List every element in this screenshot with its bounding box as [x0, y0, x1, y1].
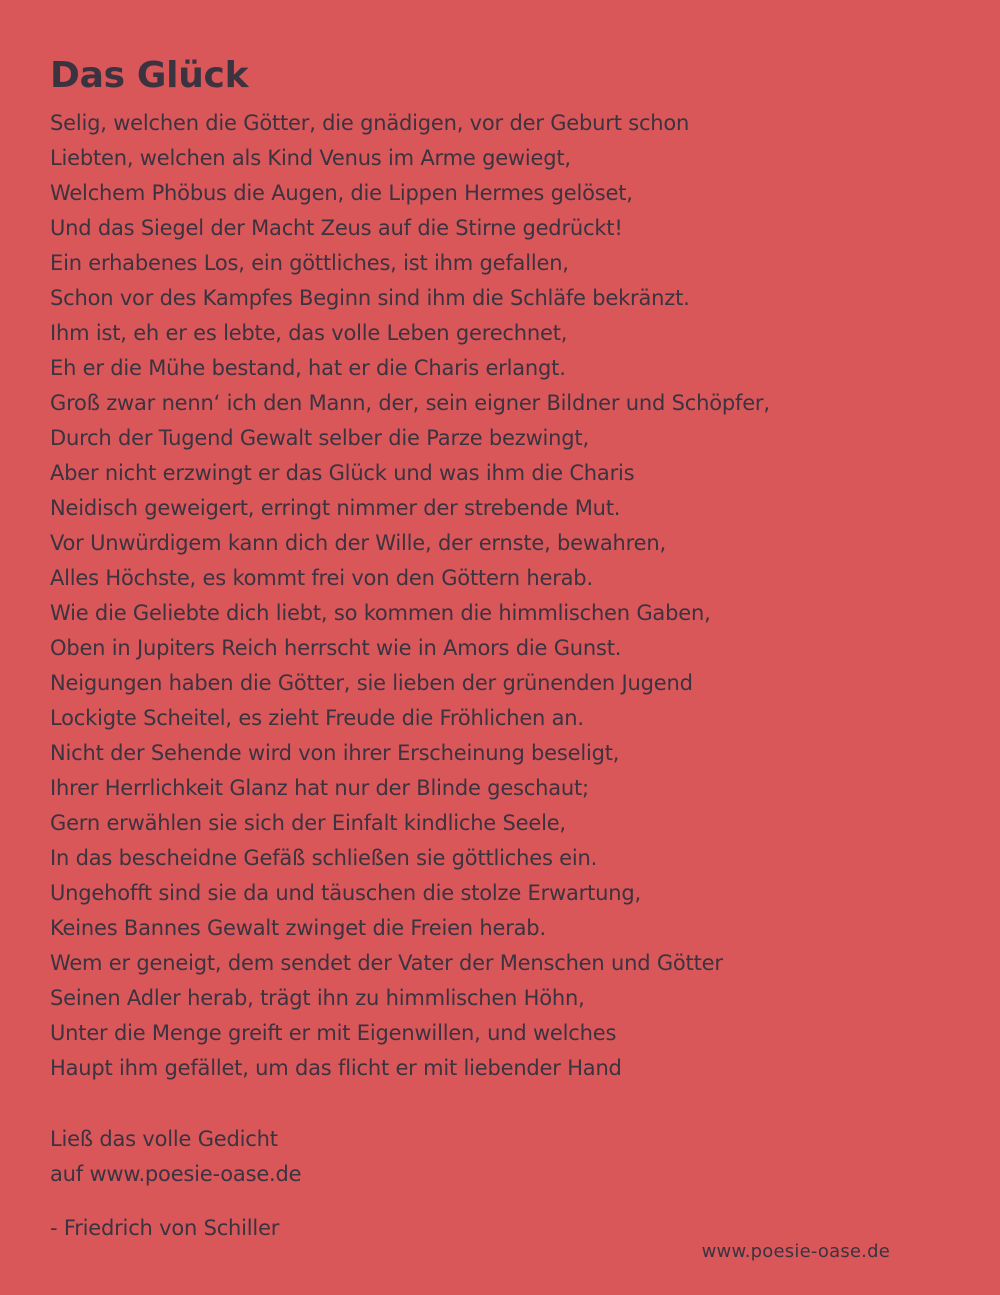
poem-page	[50, 52, 950, 1246]
poem-line: Haupt ihm gefället, um das flicht er mit liebender Hand	[50, 1056, 622, 1080]
poem-line: Lockigte Scheitel, es zieht Freude die Fröhlichen an.	[50, 706, 584, 730]
poem-line: Ungehofft sind sie da und täuschen die stolze Erwartung,	[50, 881, 641, 905]
poem-line: Unter die Menge greift er mit Eigenwillen, und welches	[50, 1021, 617, 1045]
poem-line: Ihm ist, eh er es lebte, das volle Leben gerechnet,	[50, 321, 568, 345]
poem-line: Wem er geneigt, dem sendet der Vater der Menschen und Götter	[50, 951, 723, 975]
poem-line: Alles Höchste, es kommt frei von den Göttern herab.	[50, 566, 593, 590]
poem-line: Und das Siegel der Macht Zeus auf die Stirne gedrückt!	[50, 216, 623, 240]
poem-line: Oben in Jupiters Reich herrscht wie in Amors die Gunst.	[50, 636, 622, 660]
poem-author: - Friedrich von Schiller	[50, 1216, 280, 1240]
poem-line: Selig, welchen die Götter, die gnädigen, vor der Geburt schon	[50, 111, 690, 135]
poem-line: Durch der Tugend Gewalt selber die Parze bezwingt,	[50, 426, 589, 450]
poem-line: Groß zwar nenn‘ ich den Mann, der, sein eigner Bildner und Schöpfer,	[50, 391, 770, 415]
note-link-text: auf www.poesie-oase.de	[50, 1162, 302, 1186]
poem-line: Keines Bannes Gewalt zwinget die Freien herab.	[50, 916, 546, 940]
poem-title: Das Glück	[50, 55, 249, 96]
poem-line: Gern erwählen sie sich der Einfalt kindliche Seele,	[50, 811, 566, 835]
full-poem-note	[50, 1122, 950, 1192]
poem-line: Aber nicht erzwingt er das Glück und was ihm die Charis	[50, 461, 635, 485]
site-watermark: www.poesie-oase.de	[701, 1241, 890, 1262]
note-line: Ließ das volle Gedicht	[50, 1127, 278, 1151]
poem-line: Ein erhabenes Los, ein göttliches, ist ihm gefallen,	[50, 251, 569, 275]
poem-line: Schon vor des Kampfes Beginn sind ihm die Schläfe bekränzt.	[50, 286, 690, 310]
poem-line: Vor Unwürdigem kann dich der Wille, der ernste, bewahren,	[50, 531, 666, 555]
poem-line: Neidisch geweigert, erringt nimmer der strebende Mut.	[50, 496, 621, 520]
poem-body	[50, 106, 950, 1086]
poem-line: Welchem Phöbus die Augen, die Lippen Hermes gelöset,	[50, 181, 633, 205]
poem-line: Eh er die Mühe bestand, hat er die Charis erlangt.	[50, 356, 566, 380]
poem-line: Nicht der Sehende wird von ihrer Erscheinung beseligt,	[50, 741, 620, 765]
poem-line: Liebten, welchen als Kind Venus im Arme gewiegt,	[50, 146, 571, 170]
poem-line: Wie die Geliebte dich liebt, so kommen die himmlischen Gaben,	[50, 601, 711, 625]
poem-line: In das bescheidne Gefäß schließen sie göttliches ein.	[50, 846, 598, 870]
poem-line: Ihrer Herrlichkeit Glanz hat nur der Blinde geschaut;	[50, 776, 589, 800]
poem-line: Seinen Adler herab, trägt ihn zu himmlischen Höhn,	[50, 986, 585, 1010]
poem-line: Neigungen haben die Götter, sie lieben der grünenden Jugend	[50, 671, 693, 695]
